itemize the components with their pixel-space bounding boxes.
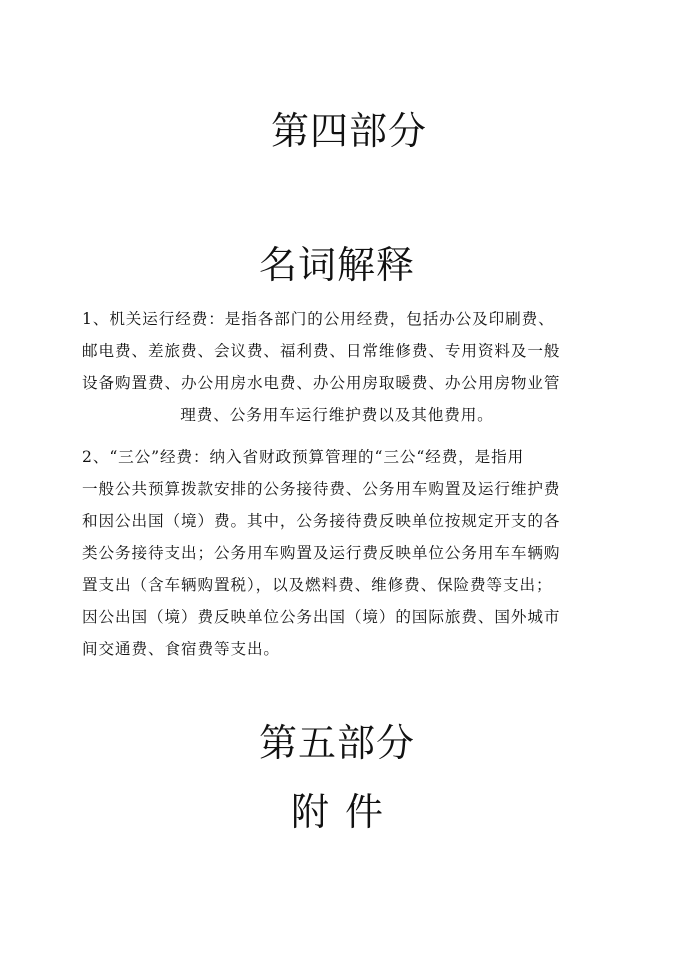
attachments-heading: 附件: [290, 790, 399, 834]
term-1-line: 邮电费、差旅费、会议费、福利费、日常维修费、专用资料及一般: [82, 342, 561, 360]
term-1-line: 1、机关运行经费：是指各部门的公用经费，包括办公及印刷费、: [82, 310, 555, 328]
term-2-line: 类公务接待支出；公务用车购置及运行费反映单位公务用车车辆购: [82, 544, 561, 562]
term-2-line: 因公出国（境）费反映单位公务出国（境）的国际旅费、国外城市: [82, 608, 561, 626]
term-2-line: 一般公共预算拨款安排的公务接待费、公务用车购置及运行维护费: [82, 480, 561, 498]
term-2-line: 2、“三公”经费：纳入省财政预算管理的“三公“经费，是指用: [82, 448, 525, 466]
term-2-line: 间交通费、食宿费等支出。: [82, 640, 280, 658]
glossary-heading: 名词解释: [258, 243, 415, 287]
term-1-paragraph: [82, 303, 592, 431]
section-5-title: 第五部分: [258, 721, 415, 765]
section-4-title: 第四部分: [270, 109, 427, 153]
term-2-line: 置支出（含车辆购置税），以及燃料费、维修费、保险费等支出；: [82, 576, 553, 594]
term-2-line: 和因公出国（境）费。其中，公务接待费反映单位按规定开支的各: [82, 512, 561, 530]
term-2-paragraph: [82, 441, 592, 665]
term-1-line: 设备购置费、办公用房水电费、办公用房取暖费、办公用房物业管: [82, 374, 561, 392]
term-1-line: 理费、公务用车运行维护费以及其他费用。: [180, 406, 494, 424]
